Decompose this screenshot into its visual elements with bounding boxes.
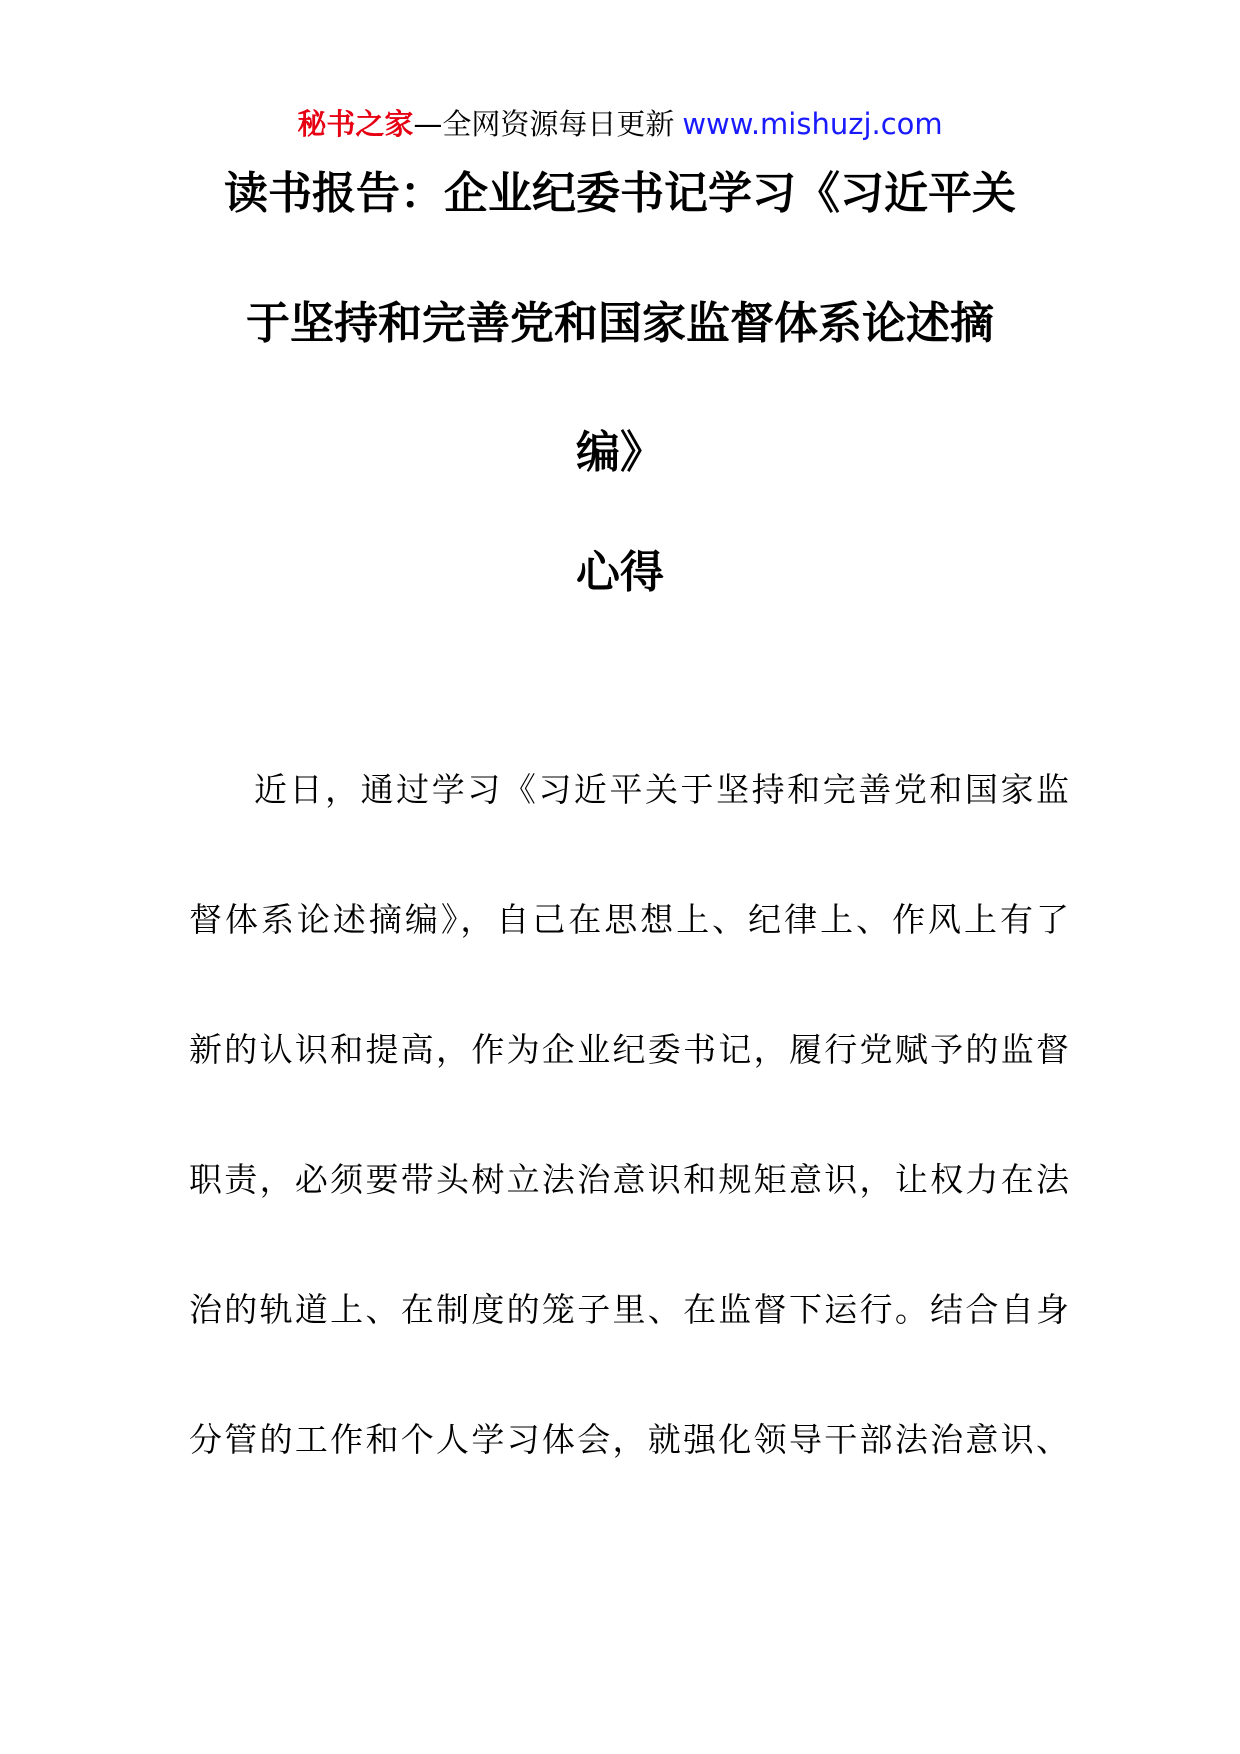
header-slogan: —全网资源每日更新 [413,107,675,141]
paragraph-line: 近日，通过学习《习近平关于坚持和完善党和国家监 [254,770,1069,809]
title-line: 编》 [576,427,664,478]
paragraph-line: 职责，必须要带头树立法治意识和规矩意识，让权力在法 [189,1160,1069,1199]
brand-name: 秘书之家 [297,107,414,141]
site-header [0,104,1240,144]
site-url[interactable]: www.mishuzj.com [682,107,943,141]
paragraph-line: 新的认识和提高，作为企业纪委书记，履行党赋予的监督 [189,1030,1069,1069]
title-subtitle: 心得 [576,547,664,598]
title-line: 读书报告：企业纪委书记学习《习近平关 [224,168,1016,219]
paragraph-line: 治的轨道上、在制度的笼子里、在监督下运行。结合自身 [189,1290,1069,1329]
title-line: 于坚持和完善党和国家监督体系论述摘 [246,298,994,349]
paragraph-line: 分管的工作和个人学习体会，就强化领导干部法治意识、 [189,1420,1069,1459]
paragraph-line: 督体系论述摘编》，自己在思想上、纪律上、作风上有了 [189,900,1069,939]
